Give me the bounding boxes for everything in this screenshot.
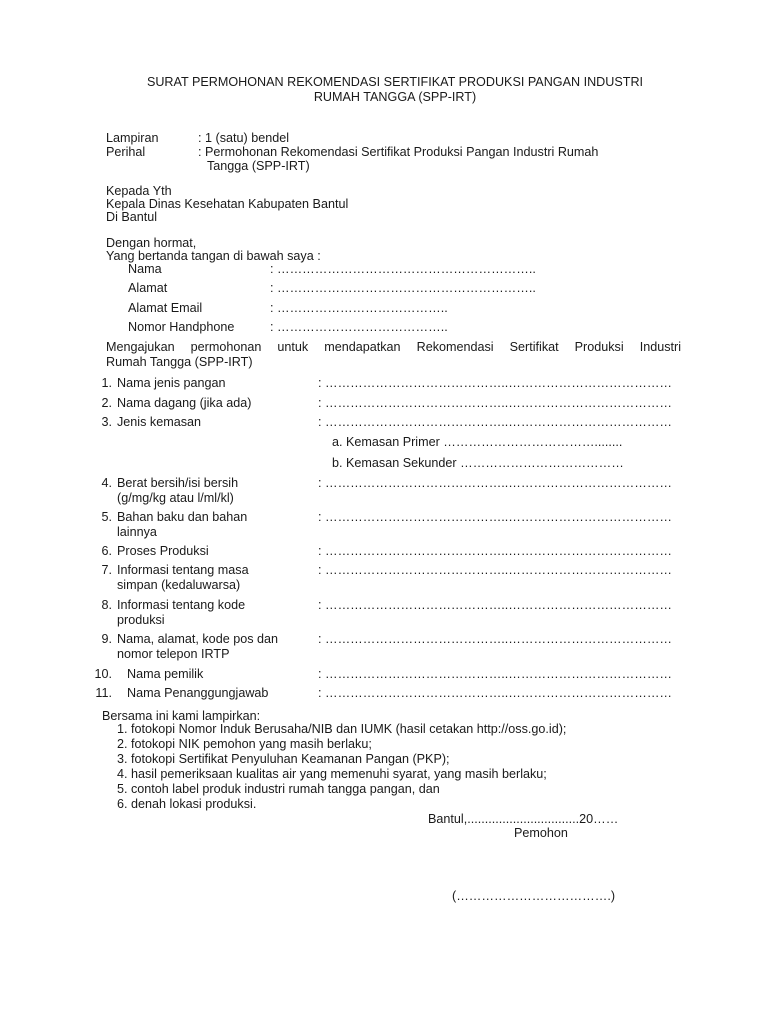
field-label-phone: Nomor Handphone [128, 320, 235, 334]
item-label [117, 632, 307, 662]
list-item-number: 6. [117, 797, 128, 811]
item-label-line-1: Informasi tentang kode [117, 598, 246, 612]
field-label-alamat: Alamat [128, 281, 168, 295]
item-label-line-1: Berat bersih/isi bersih [117, 476, 239, 490]
item-label-line-2: (g/mg/kg atau l/ml/kl) [117, 491, 234, 505]
attachments-list [117, 722, 566, 812]
lampiran-label: Lampiran [106, 131, 159, 145]
signature-name-line: (……………………………….) [452, 889, 616, 903]
item-label [117, 476, 307, 506]
list-item-number: 4. [117, 767, 128, 781]
item-number: 11. [95, 686, 112, 700]
intro-line-2: Rumah Tangga (SPP-IRT) [106, 355, 253, 369]
field-label-nama: Nama [128, 262, 162, 276]
recipient-line-3: Di Bantul [106, 210, 158, 224]
item-label [117, 563, 307, 593]
intro-line-1: Mengajukan permohonan untuk mendapatkan Rekomendasi Sertifikat Produksi Industri [106, 340, 681, 354]
item-label-line-1: Informasi tentang masa [117, 563, 249, 577]
field-value-email: : ………………………………….. [270, 301, 448, 315]
perihal-value: : Permohonan Rekomendasi Sertifikat Produksi Pangan Industri Rumah [198, 145, 599, 159]
list-item-number: 5. [117, 782, 128, 796]
list-item [117, 797, 566, 812]
kemasan-sekunder: b. Kemasan Sekunder ………………………………… [332, 456, 624, 470]
item-value: : ……………………………………..………………………………… [318, 544, 673, 558]
intro-paragraph [106, 340, 681, 370]
item-label: Proses Produksi [117, 544, 209, 558]
item-value: : ……………………………………..………………………………… [318, 632, 673, 646]
list-item-text: fotokopi Sertifikat Penyuluhan Keamanan Pangan (PKP); [131, 752, 450, 766]
item-number: 5. [101, 510, 112, 524]
list-item [117, 737, 566, 752]
list-item-text: denah lokasi produksi. [131, 797, 257, 811]
item-number: 10. [94, 667, 112, 681]
field-value-nama: : …………………………………………………….. [270, 262, 536, 276]
perihal-value-cont: Tangga (SPP-IRT) [207, 159, 310, 173]
item-number: 9. [101, 632, 112, 646]
place-date: Bantul,................................20…… [428, 812, 619, 826]
list-item-text: contoh label produk industri rumah tangga pangan, dan [131, 782, 440, 796]
item-value: : ……………………………………..………………………………… [318, 686, 673, 700]
item-label-line-2: nomor telepon IRTP [117, 647, 230, 661]
item-value: : ……………………………………..………………………………… [318, 476, 673, 490]
item-label: Nama pemilik [127, 667, 204, 681]
title-line-2: RUMAH TANGGA (SPP-IRT) [313, 90, 477, 104]
attachments-heading: Bersama ini kami lampirkan: [102, 709, 261, 723]
item-number: 3. [101, 415, 112, 429]
item-value: : ……………………………………..………………………………… [318, 376, 673, 390]
perihal-label: Perihal [106, 145, 146, 159]
field-value-phone: : ………………………………….. [270, 320, 448, 334]
item-number: 8. [101, 598, 112, 612]
item-label-line-1: Bahan baku dan bahan [117, 510, 248, 524]
list-item [117, 752, 566, 767]
item-label: Jenis kemasan [117, 415, 201, 429]
greeting: Dengan hormat, [106, 236, 197, 250]
list-item-text: fotokopi Nomor Induk Berusaha/NIB dan IUMK (hasil cetakan http://oss.go.id); [131, 722, 567, 736]
item-label-line-2: lainnya [117, 525, 157, 539]
lampiran-value: : 1 (satu) bendel [198, 131, 290, 145]
item-label-line-2: produksi [117, 613, 165, 627]
title-line-1: SURAT PERMOHONAN REKOMENDASI SERTIFIKAT PRODUKSI PANGAN INDUSTRI [146, 75, 644, 89]
field-label-email: Alamat Email [128, 301, 203, 315]
item-label [117, 510, 307, 540]
item-label-line-1: Nama, alamat, kode pos dan [117, 632, 279, 646]
item-value: : ……………………………………..………………………………… [318, 396, 673, 410]
list-item-number: 2. [117, 737, 128, 751]
item-number: 1. [101, 376, 112, 390]
item-label-line-2: simpan (kedaluwarsa) [117, 578, 241, 592]
item-value: : ……………………………………..………………………………… [318, 598, 673, 612]
list-item [117, 767, 566, 782]
list-item-number: 1. [117, 722, 128, 736]
item-label [117, 598, 307, 628]
item-value: : ……………………………………..………………………………… [318, 415, 673, 429]
item-number: 6. [101, 544, 112, 558]
recipient-line-2: Kepala Dinas Kesehatan Kabupaten Bantul [106, 197, 349, 211]
item-number: 2. [101, 396, 112, 410]
undersigned-text: Yang bertanda tangan di bawah saya : [106, 249, 321, 263]
item-value: : ……………………………………..………………………………… [318, 510, 673, 524]
list-item-text: fotokopi NIK pemohon yang masih berlaku; [131, 737, 372, 751]
item-label: Nama dagang (jika ada) [117, 396, 252, 410]
list-item [117, 722, 566, 737]
kemasan-primer: a. Kemasan Primer ………………………………........ [332, 435, 623, 449]
item-label: Nama jenis pangan [117, 376, 226, 390]
document-title [100, 75, 690, 105]
item-number: 7. [101, 563, 112, 577]
item-label: Nama Penanggungjawab [127, 686, 269, 700]
item-number: 4. [101, 476, 112, 490]
list-item-number: 3. [117, 752, 128, 766]
list-item [117, 782, 566, 797]
list-item-text: hasil pemeriksaan kualitas air yang memenuhi syarat, yang masih berlaku; [131, 767, 547, 781]
signer-role: Pemohon [514, 826, 568, 840]
field-value-alamat: : …………………………………………………….. [270, 281, 536, 295]
item-value: : ……………………………………..………………………………… [318, 563, 673, 577]
recipient-line-1: Kepada Yth [106, 184, 172, 198]
item-value: : ……………………………………..………………………………… [318, 667, 673, 681]
